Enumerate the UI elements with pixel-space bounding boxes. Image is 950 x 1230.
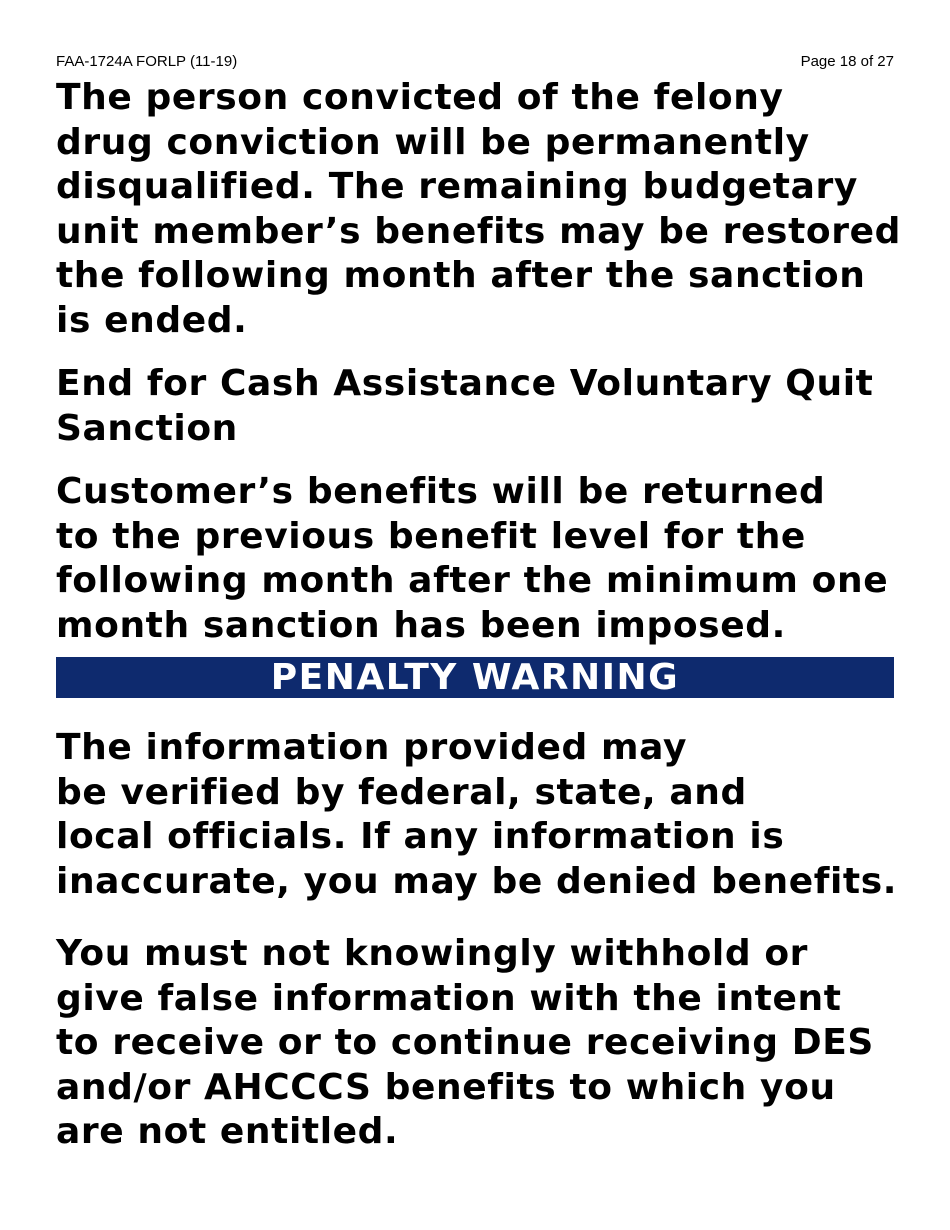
page-number: Page 18 of 27 [800, 53, 894, 70]
form-id: FAA-1724A FORLP (11-19) [56, 53, 238, 70]
verification-paragraph: The information provided may be verified by federal, state, and local officials. If any information is inaccurate, you may be denied benefits. [56, 727, 898, 902]
benefits-returned-paragraph: Customer’s benefits will be returned to the previous benefit level for the following month after the minimum one month sanction has been imposed. [56, 471, 889, 646]
false-information-paragraph: You must not knowingly withhold or give false information with the intent to receive or to continue receiving DES and/or AHCCCS benefits to which you are not entitled. [56, 933, 874, 1152]
page-header [56, 52, 894, 72]
penalty-warning-banner: PENALTY WARNING [56, 657, 894, 698]
voluntary-quit-sanction-heading: End for Cash Assistance Voluntary Quit Sanction [56, 363, 874, 449]
felony-disqualification-paragraph: The person convicted of the felony drug conviction will be permanently disqualified. The remaining budgetary unit member’s benefits may be restored the following month after the sanction is ended. [56, 77, 901, 341]
